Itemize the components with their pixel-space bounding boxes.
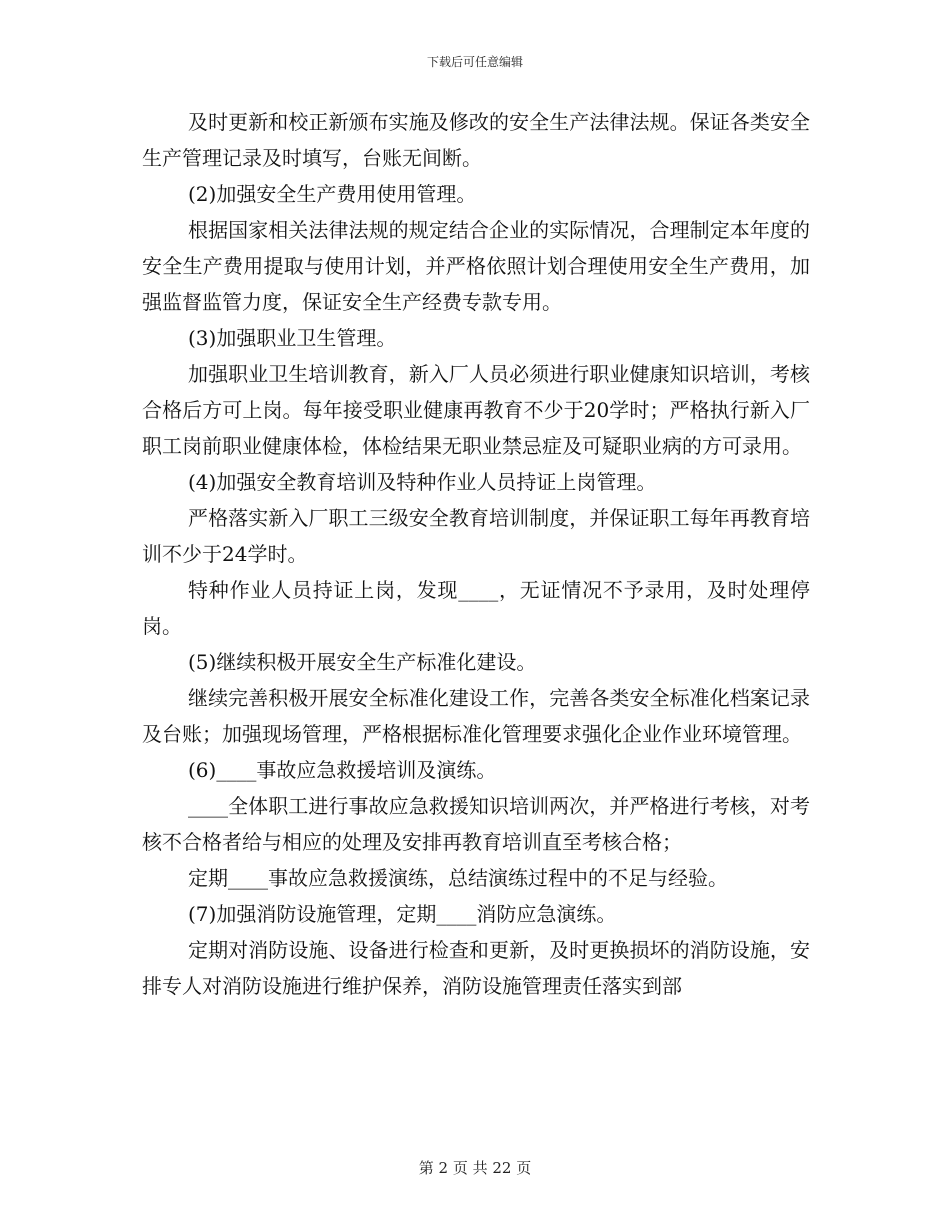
section-heading: (6)____事故应急救援培训及演练。 [188,758,497,782]
page-header: 下载后可任意编辑 [426,55,523,69]
section-heading: (3)加强职业卫生管理。 [188,326,397,350]
paragraph: 根据国家相关法律法规的规定结合企业的实际情况，合理制定本年度的安全生产费用提取与使用计划，并严格依照计划合理使用安全生产费用，加强监督监管力度，保证安全生产经费专款专用。 [142,218,810,314]
document-body [142,104,810,1004]
paragraph: 定期对消防设施、设备进行检查和更新，及时更换损坏的消防设施，安排专人对消防设施进行维护保养，消防设施管理责任落实到部 [142,938,810,998]
section-heading: (5)继续积极开展安全生产标准化建设。 [188,650,537,674]
page-footer: 第 2 页 共 22 页 [418,1159,532,1177]
section-heading: (7)加强消防设施管理，定期____消防应急演练。 [188,902,617,926]
paragraph: 特种作业人员持证上岗，发现____，无证情况不予录用，及时处理停岗。 [142,578,810,638]
paragraph: 定期____事故应急救援演练，总结演练过程中的不足与经验。 [188,866,728,890]
section-heading: (2)加强安全生产费用使用管理。 [188,182,477,206]
paragraph: 继续完善积极开展安全标准化建设工作，完善各类安全标准化档案记录及台账；加强现场管理，严格根据标准化管理要求强化企业作业环境管理。 [142,686,810,746]
section-heading: (4)加强安全教育培训及特种作业人员持证上岗管理。 [188,470,657,494]
paragraph: ____全体职工进行事故应急救援知识培训两次，并严格进行考核，对考核不合格者给与相应的处理及安排再教育培训直至考核合格； [142,794,810,854]
paragraph: 及时更新和校正新颁布实施及修改的安全生产法律法规。保证各类安全生产管理记录及时填写，台账无间断。 [142,110,810,170]
paragraph: 加强职业卫生培训教育，新入厂人员必须进行职业健康知识培训，考核合格后方可上岗。每年接受职业健康再教育不少于20学时；严格执行新入厂职工岗前职业健康体检，体检结果无职业禁忌症及可疑职业病的方可录用。 [142,362,810,458]
paragraph: 严格落实新入厂职工三级安全教育培训制度，并保证职工每年再教育培训不少于24学时。 [142,506,810,566]
